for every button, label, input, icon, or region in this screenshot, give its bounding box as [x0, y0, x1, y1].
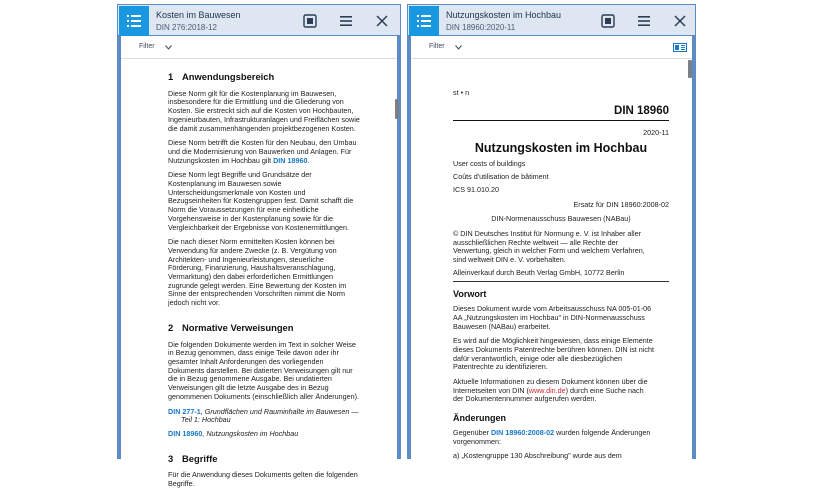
- paragraph: Die nach dieser Norm ermittelten Kosten können bei Verwendung für andere Zwecke (z. B. Vergütung von Architekten- und Ingenieurleistungen, steuerliche Förderung, Finanzierung, Haushaltsveranschlagung, Vermarktung) den dabei erforderlichen Ermittlungen zugrunde gelegt werden. Eine Bewertung der Kosten im Sinne der entsprechenden Vorschriften nimmt die Norm jedoch nicht vor.: [168, 237, 347, 308]
- title-bar: [407, 4, 696, 36]
- section-heading: 3 Begriffe: [168, 452, 218, 464]
- list-item: a) „Kostengruppe 130 Abschreibung" wurde aus dem: [453, 451, 622, 461]
- view-toggle-button[interactable]: [600, 13, 616, 29]
- paragraph: Es wird auf die Möglichkeit hingewiesen, dass einige Elemente dieses Dokuments Patentrechte berühren können. DIN ist nicht dafür verantwortlich, einige oder alle diesbezüglichen Patentrechte zu identifizieren.: [453, 336, 654, 372]
- section-heading: 1 Anwendungsbereich: [168, 71, 275, 82]
- ics-code: ICS 91.010.20: [453, 184, 499, 194]
- paragraph: Aktuelle Informationen zu diesem Dokument können über die Internetseiten von DIN (www.din.de) durch eine Suche nach der Dokumentennummer aufgerufen werden.: [453, 377, 648, 404]
- paragraph: Die folgenden Dokumente werden im Text in solcher Weise in Bezug genommen, dass einige Teile davon oder ihr gesamter Inhalt Anforderungen des vorliegenden Dokuments darstellen. Bei datierten Verweisungen gilt nur die in Bezug genommene Ausgabe. Bei undatierten Verweisungen gilt die letzte Ausgabe des in Bezug genommenen Dokuments (einschließlich aller Änderungen).: [168, 339, 359, 401]
- copyright-notice: © DIN Deutsches Institut für Normung e. V. ist Inhaber aller ausschließlichen Rechte weltweit — alle Rechte der Verwertung, gleich in welcher Form und welchem Verfahren, sind weltweit DIN e. V. vorbehalten.: [453, 228, 645, 265]
- document-id: DIN 18960:2020-11: [446, 23, 516, 32]
- standard-type: st • n: [453, 88, 470, 97]
- sales-note: Alleinverkauf durch Beuth Verlag GmbH, 10772 Berlin: [453, 267, 625, 277]
- close-icon: [375, 14, 389, 28]
- section-heading: 2 Normative Verweisungen: [168, 321, 294, 333]
- document-content: [168, 73, 388, 495]
- window-icon: [303, 14, 317, 28]
- replaces-note: Ersatz für DIN 18960:2008-02: [573, 199, 669, 209]
- filter-dropdown[interactable]: Filter: [429, 43, 445, 50]
- document-viewer[interactable]: [121, 59, 397, 489]
- section-heading: Änderungen: [453, 413, 506, 424]
- table-of-contents-button[interactable]: [409, 6, 439, 36]
- section-heading: Vorwort: [453, 289, 487, 300]
- document-title: Nutzungskosten im Hochbau: [446, 10, 562, 20]
- paragraph: Diese Norm betrifft die Kosten für den Neubau, den Umbau und die Modernisierung von Bauwerken und Anlagen. Für Nutzungskosten im Hochbau gilt DIN 18960.: [168, 138, 357, 165]
- din-number: DIN 18960: [614, 104, 669, 117]
- hamburger-icon: [637, 14, 651, 28]
- normative-reference: DIN 277-1, Grundflächen und Rauminhalte im Bauwesen — Teil 1: Hochbau: [168, 406, 359, 425]
- issue-date: 2020-11: [643, 127, 669, 137]
- paragraph: Dieses Dokument wurde vom Arbeitsausschuss NA 005-01-06 AA „Nutzungskosten im Hochbau" in DIN-Normenausschuss Bauwesen (NABau) erarbeitet.: [453, 304, 652, 331]
- table-of-contents-button[interactable]: [119, 6, 149, 36]
- hamburger-menu-button[interactable]: [636, 13, 652, 29]
- list-icon: [417, 15, 431, 27]
- din-18960-link[interactable]: DIN 18960: [273, 155, 308, 165]
- document-pane-left: [117, 4, 401, 489]
- hamburger-menu-button[interactable]: [338, 13, 354, 29]
- paragraph: Diese Norm legt Begriffe und Grundsätze der Kostenplanung im Bauwesen sowie Unterscheidungsmerkmale von Kosten und Bezugseinheiten für Kostengruppen fest. Damit schafft die Norm die Voraussetzungen für eine einheitliche Vorgehensweise in der Kostenplanung sowie für die Vergleichbarkeit der Ergebnisse von Kostenermittlungen.: [168, 170, 354, 232]
- chevron-down-icon[interactable]: [455, 45, 462, 50]
- title-bar: [117, 4, 401, 36]
- chevron-down-icon[interactable]: [165, 45, 172, 50]
- din-website-link[interactable]: www.din.de: [528, 385, 566, 395]
- filter-bar: [411, 36, 692, 59]
- paragraph: Gegenüber DIN 18960:2008-02 wurden folgende Änderungen vorgenommen:: [453, 427, 651, 446]
- list-icon: [127, 15, 141, 27]
- filter-bar: [121, 36, 397, 59]
- din-277-1-link[interactable]: DIN 277-1: [168, 406, 201, 416]
- window-icon: [601, 14, 615, 28]
- document-content: [453, 89, 669, 467]
- paragraph: Diese Norm gilt für die Kostenplanung im Bauwesen, insbesondere für die Ermittlung und die Gliederung von Kosten. Sie erstreckt sich auf die Kosten von Hochbauten, Ingenieurbauten, Infrastrukturanlagen und Freiflächen sowie die damit zusammenhängenden projektbezogenen Kosten.: [168, 88, 360, 133]
- hamburger-icon: [339, 14, 353, 28]
- document-title: Kosten im Bauwesen: [156, 10, 241, 20]
- committee: DIN-Normenausschuss Bauwesen (NABau): [491, 214, 631, 224]
- close-icon: [673, 14, 687, 28]
- divider: [453, 120, 669, 121]
- english-title: User costs of buildings: [453, 159, 526, 169]
- din-18960-link[interactable]: DIN 18960: [168, 428, 203, 438]
- paragraph: Für die Anwendung dieses Dokuments gelten die folgenden Begriffe.: [168, 470, 358, 489]
- divider: [453, 281, 669, 282]
- document-pane-right: [407, 4, 696, 459]
- close-button[interactable]: [374, 13, 390, 29]
- view-toggle-button[interactable]: [302, 13, 318, 29]
- reader-view-icon[interactable]: [673, 43, 687, 52]
- din-18960-2008-link[interactable]: DIN 18960:2008-02: [490, 427, 555, 437]
- filter-dropdown[interactable]: Filter: [139, 43, 155, 50]
- normative-reference: DIN 18960, Nutzungskosten im Hochbau: [168, 428, 299, 438]
- close-button[interactable]: [672, 13, 688, 29]
- scrollbar-thumb[interactable]: [395, 99, 399, 119]
- standard-title: Nutzungskosten im Hochbau: [474, 141, 648, 156]
- french-title: Coûts d'utilisation de bâtiment: [453, 172, 549, 182]
- document-viewer[interactable]: [411, 59, 692, 459]
- document-id: DIN 276:2018-12: [156, 23, 217, 32]
- scrollbar-thumb[interactable]: [688, 60, 692, 78]
